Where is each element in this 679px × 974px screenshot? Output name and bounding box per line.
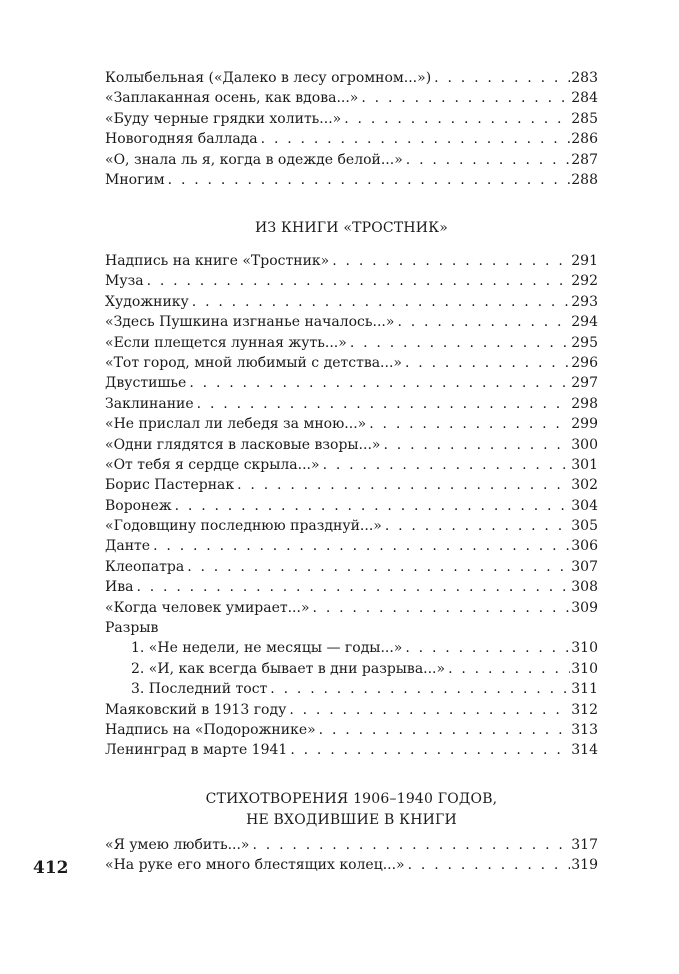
toc-entry-title: Надпись на книге «Тростник» [105, 253, 330, 269]
toc-entry-page: 294 [571, 314, 598, 331]
toc-entry-page: 308 [571, 579, 598, 596]
toc-entry [105, 312, 598, 332]
dot-leader [253, 835, 571, 855]
toc-group-1 [105, 68, 598, 190]
toc-entry-page: 301 [571, 456, 598, 473]
toc-entry [105, 475, 598, 495]
toc-entry-page: 287 [571, 151, 598, 168]
dot-leader [147, 271, 571, 291]
toc-entry [105, 394, 598, 414]
toc-entry-title: Ленинград в марте 1941 [105, 742, 288, 759]
section-heading-line: СТИХОТВОРЕНИЯ 1906–1940 ГОДОВ, [205, 791, 498, 807]
toc-entry-title: «Если плещется лунная жуть...» [105, 334, 347, 351]
toc-entry [105, 598, 598, 618]
toc-subentry [105, 659, 598, 679]
dot-leader [385, 516, 570, 536]
toc-entry [105, 557, 598, 577]
toc-entry-page: 306 [571, 538, 598, 555]
toc-entry [105, 353, 598, 373]
dot-leader [406, 150, 571, 170]
toc-entry [105, 251, 598, 271]
dot-leader [448, 659, 570, 679]
toc-group-3 [105, 835, 598, 876]
toc-entry-page: 302 [571, 477, 598, 494]
toc-entry [105, 740, 598, 760]
toc-entry-title: «Здесь Пушкина изгнанье началось...» [105, 314, 395, 331]
toc-entry-title: «Не прислал ли лебедя за мною...» [105, 416, 367, 433]
dot-leader [405, 638, 570, 658]
toc-entry [105, 109, 598, 129]
toc-entry [105, 455, 598, 475]
toc-entry [105, 373, 598, 393]
toc-entry-title: Борис Пастернак [105, 477, 235, 494]
toc-entry [105, 150, 598, 170]
page-number: 412 [33, 858, 69, 878]
toc-entry-page: 319 [571, 857, 598, 874]
toc-entry-title: Воронеж [105, 497, 172, 514]
toc-entry [105, 720, 598, 740]
toc-entry [105, 516, 598, 536]
toc-entry-title: «О, знала ль я, когда в одежде белой...» [105, 151, 403, 168]
toc-entry-page: 313 [571, 721, 598, 738]
dot-leader [290, 740, 570, 760]
section-heading: ИЗ КНИГИ «ТРОСТНИК» [254, 220, 449, 236]
toc-entry-page: 305 [571, 518, 598, 535]
toc-entry-title: «На руке его много блестящих колец...» [105, 857, 405, 874]
dot-leader [361, 88, 570, 108]
toc-entry-page: 310 [571, 640, 598, 657]
toc-entry-title: Художнику [105, 293, 189, 310]
toc-entry-page: 286 [571, 131, 598, 148]
toc-entry-page: 307 [571, 558, 598, 575]
dot-leader [383, 435, 570, 455]
dot-leader [405, 353, 570, 373]
dot-leader [313, 598, 571, 618]
dot-leader [136, 577, 570, 597]
toc-entry-title: 3. Последний тост [131, 681, 268, 698]
toc-entry-page: 285 [571, 110, 598, 127]
dot-leader [270, 679, 570, 699]
toc-entry-title: Надпись на «Подорожнике» [105, 721, 316, 738]
toc-entry-page: 291 [571, 253, 598, 269]
toc-entry-page: 317 [571, 837, 598, 853]
dot-leader [153, 536, 570, 556]
toc-entry-page: 304 [571, 497, 598, 514]
toc-entry-title: Маяковский в 1913 году [105, 701, 287, 718]
toc-entry [105, 68, 598, 88]
toc-entry-page: 314 [571, 742, 598, 759]
toc-entry [105, 333, 598, 353]
dot-leader [323, 455, 571, 475]
toc-entry-title: Муза [105, 273, 144, 290]
dot-leader [350, 333, 570, 353]
toc-entry [105, 536, 598, 556]
toc-subentry [105, 638, 598, 658]
toc-entry [105, 271, 598, 291]
toc-entry-page: 311 [571, 681, 598, 698]
dot-leader [261, 129, 571, 149]
toc-entry-title: Новогодняя баллада [105, 131, 258, 148]
toc-entry-title: Колыбельная («Далеко в лесу огромном...») [105, 70, 432, 86]
section-heading-line: НЕ ВХОДИВШИЕ В КНИГИ [246, 812, 457, 828]
toc-entry-title: «Тот город, мной любимый с детства...» [105, 354, 402, 371]
dot-leader [189, 373, 570, 393]
toc-entry-page: 312 [571, 701, 598, 718]
dot-leader [332, 251, 570, 271]
toc-entry-page: 293 [571, 293, 598, 310]
toc-entry-title: Двустишье [105, 375, 187, 392]
toc-subentry [105, 679, 598, 699]
toc-entry-title: 2. «И, как всегда бывает в дни разрыва...» [131, 660, 446, 677]
toc-entry-page: 300 [571, 436, 598, 453]
toc-entry-page: 309 [571, 599, 598, 616]
dot-leader [197, 394, 571, 414]
dot-leader [187, 557, 570, 577]
toc-entry-page: 288 [571, 171, 598, 188]
toc-entry [105, 835, 598, 855]
dot-leader [237, 475, 570, 495]
toc-entry-title: 1. «Не недели, не месяцы — годы...» [131, 640, 403, 657]
toc-entry-title: «Одни глядятся в ласковые взоры...» [105, 436, 381, 453]
dot-leader [289, 700, 570, 720]
toc-entry-title: Ива [105, 579, 134, 596]
toc-entry [105, 577, 598, 597]
toc-entry-title: Клеопатра [105, 558, 185, 575]
dot-leader [192, 292, 570, 312]
dot-leader [344, 109, 570, 129]
toc-entry-page: 284 [571, 90, 598, 107]
toc-entry [105, 170, 598, 190]
dot-leader [397, 312, 570, 332]
toc-group-label: Разрыв [105, 620, 159, 637]
toc-entry-page: 310 [571, 660, 598, 677]
section-heading [105, 789, 598, 831]
dot-leader [175, 496, 571, 516]
toc-entry [105, 129, 598, 149]
dot-leader [369, 414, 570, 434]
toc-entry [105, 855, 598, 875]
toc-entry [105, 88, 598, 108]
dot-leader [408, 855, 571, 875]
toc-entry-page: 292 [571, 273, 598, 290]
toc-entry [105, 496, 598, 516]
toc-entry-page: 296 [571, 354, 598, 371]
toc-entry-title: «Годовщину последнюю празднуй...» [105, 518, 382, 535]
toc-entry-title: «Заплаканная осень, как вдова...» [105, 90, 359, 107]
toc-entry-title: «Буду черные грядки холить...» [105, 110, 342, 127]
toc-entry-title: Заклинание [105, 395, 194, 412]
toc-entry [105, 435, 598, 455]
toc-entry-title: Данте [105, 538, 151, 555]
toc-entry-title: «Когда человек умирает...» [105, 599, 310, 616]
toc-entry [105, 414, 598, 434]
dot-leader [319, 720, 571, 740]
toc-entry-title: «Я умею любить...» [105, 837, 250, 853]
toc-group-2 [105, 251, 598, 761]
toc-entry-title: «От тебя я сердце скрыла...» [105, 456, 320, 473]
toc-entry [105, 292, 598, 312]
toc-entry-page: 298 [571, 395, 598, 412]
toc-entry [105, 700, 598, 720]
toc-entry-title: Многим [105, 171, 165, 188]
toc-entry-page: 283 [571, 70, 598, 86]
dot-leader [434, 68, 570, 88]
toc-entry-page: 295 [571, 334, 598, 351]
toc-entry-page: 297 [571, 375, 598, 392]
toc-entry-page: 299 [571, 416, 598, 433]
dot-leader [168, 170, 571, 190]
